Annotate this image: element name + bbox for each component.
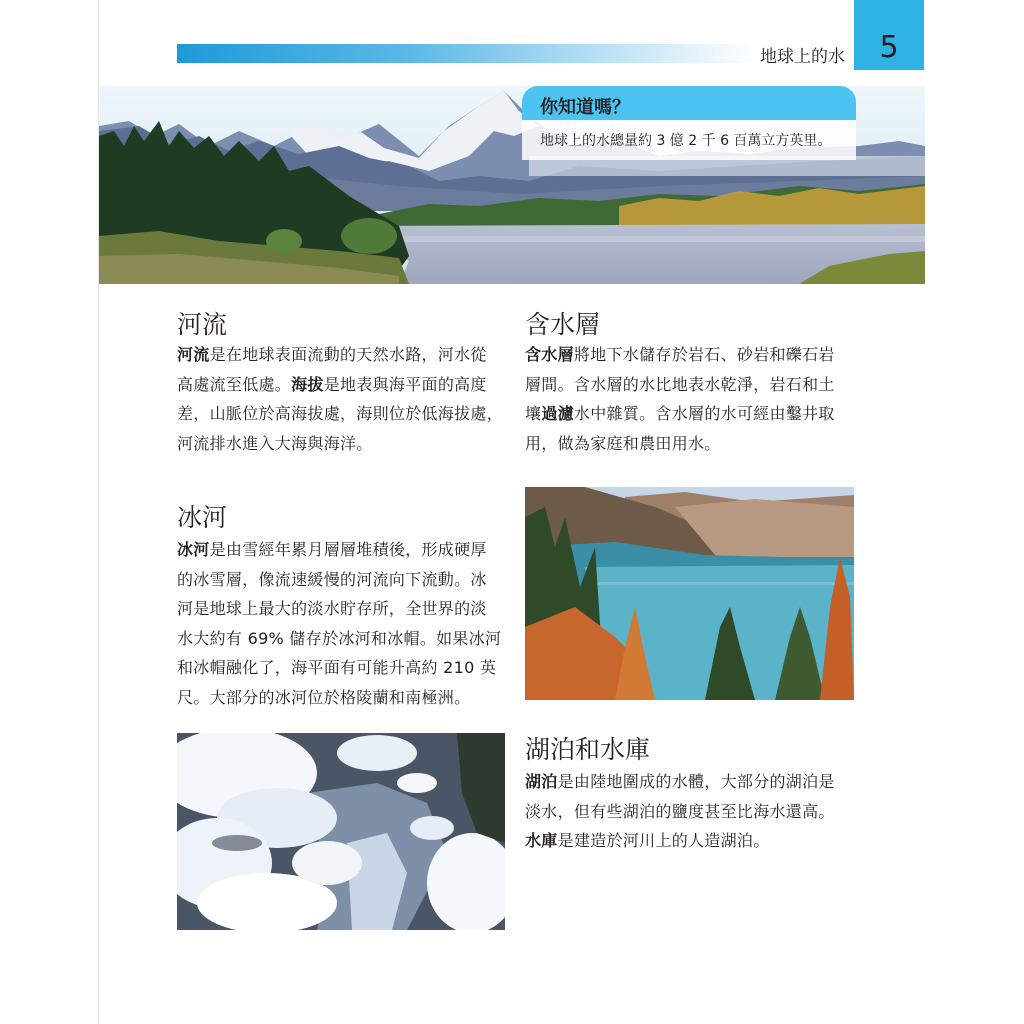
did-you-know-header <box>522 86 856 120</box>
glacier-line-3: 河是地球上最大的淡水貯存所，全世界的淡 <box>177 599 487 618</box>
term-glacier: 冰河 <box>177 540 210 559</box>
river-paragraph <box>177 340 503 458</box>
forest-lake-photo <box>525 487 854 700</box>
did-you-know-title: 你知道嗎？ <box>540 97 630 118</box>
term-lake: 湖泊 <box>525 772 558 791</box>
lake-heading: 湖泊和水庫 <box>525 735 651 764</box>
chapter-title: 地球上的水 <box>760 47 845 67</box>
lake-line-2: 淡水，但有些湖泊的鹽度甚至比海水還高。 <box>525 801 835 821</box>
glacier-line-5: 和冰帽融化了，海平面有可能升高約 210 英 <box>177 658 497 677</box>
glacier-line-2: 的冰雪層，像流速緩慢的河流向下流動。冰 <box>177 569 487 589</box>
river-line-3: 差，山脈位於高海拔處，海則位於低海拔處， <box>177 404 504 423</box>
river-heading: 河流 <box>177 310 228 339</box>
river-line-1: 河流是在地球表面流動的天然水路，河水從 <box>177 345 487 364</box>
aquifer-heading: 含水層 <box>525 310 601 339</box>
aquifer-line-2: 層間。含水層的水比地表水乾淨，岩石和土 <box>525 374 835 394</box>
term-reservoir: 水庫 <box>525 831 558 850</box>
river-line-2: 高處流至低處。海拔是地表與海平面的高度 <box>177 374 487 394</box>
aquifer-line-4: 用，做為家庭和農田用水。 <box>525 433 721 453</box>
page-number-tab <box>854 0 924 70</box>
did-you-know-box <box>522 86 856 160</box>
page-number: 5 <box>879 30 899 65</box>
aquifer-paragraph <box>525 340 835 458</box>
term-altitude: 海拔 <box>291 374 324 394</box>
glacier-paragraph <box>177 535 501 712</box>
aquifer-line-1: 含水層將地下水儲存於岩石、砂岩和礫石岩 <box>525 345 835 364</box>
lake-line-3: 水庫是建造於河川上的人造湖泊。 <box>525 831 770 850</box>
did-you-know-body <box>522 120 856 160</box>
aquifer-line-3: 壤過濾水中雜質。含水層的水可經由鑿井取 <box>525 404 835 423</box>
term-river: 河流 <box>177 345 210 364</box>
header-gradient-bar <box>177 44 757 63</box>
did-you-know-text: 地球上的水總量約 3 億 2 千 6 百萬立方英里。 <box>540 133 832 149</box>
glacier-line-1: 冰河是由雪經年累月層層堆積後，形成硬厚 <box>177 540 487 559</box>
term-filter: 過濾 <box>541 404 574 423</box>
glacier-heading: 冰河 <box>177 503 228 532</box>
glacier-line-6: 尺。大部分的冰河位於格陵蘭和南極洲。 <box>177 687 471 707</box>
snowy-stream-photo <box>177 733 505 930</box>
term-aquifer: 含水層 <box>525 345 574 364</box>
lake-line-1: 湖泊是由陸地圍成的水體，大部分的湖泊是 <box>525 772 835 791</box>
river-line-4: 河流排水進入大海與海洋。 <box>177 433 373 453</box>
glacier-line-4: 水大約有 69% 儲存於冰河和冰帽。如果冰河 <box>177 628 502 648</box>
lake-paragraph <box>525 767 835 856</box>
